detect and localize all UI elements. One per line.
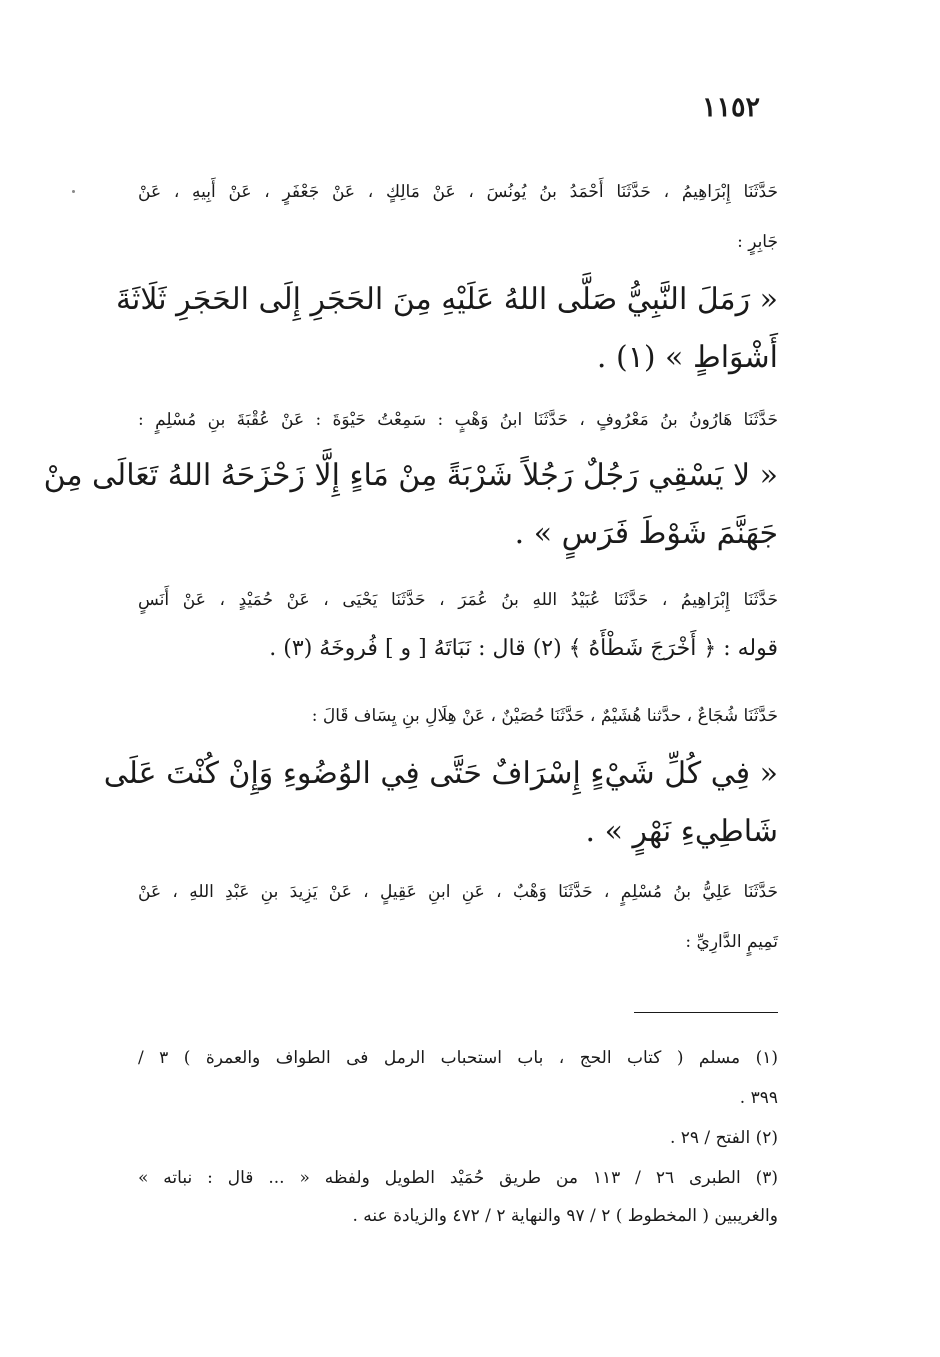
text-line-b3-isnad-1: حَدَّثَنَا إِبْرَاهِيمُ ، حَدَّثَنَا عُبَيْدُ اللهِ بنُ عُمَرَ ، حَدَّثَنَا يَحْيَى ، عَنْ حُمَيْدٍ ، عَنْ أَنَسٍ xyxy=(138,590,778,610)
text-line-b1-matn-1: « رَمَلَ النَّبِيُّ صَلَّى اللهُ عَلَيْهِ مِنَ الحَجَرِ إِلَى الحَجَرِ ثَلَاثَةَ xyxy=(115,282,778,317)
text-line-b1-isnad-2: جَابِرٍ : xyxy=(737,232,778,252)
text-line-b4-matn-2: شَاطِيءِ نَهْرٍ » . xyxy=(585,814,778,849)
text-line-b2-matn-1: « لا يَسْقِي رَجُلٌ رَجُلاً شَرْبَةً مِنْ مَاءٍ إِلَّا زَحْزَحَهُ اللهُ تَعَالَى مِنْ xyxy=(43,458,778,493)
text-line-b1-isnad-1: حَدَّثَنَا إِبْرَاهِيمُ ، حَدَّثَنَا أَحْمَدُ بنُ يُونُسَ ، عَنْ مَالِكٍ ، عَنْ جَعْفَرٍ ، عَنْ أَبِيهِ ، عَنْ xyxy=(138,182,778,202)
text-line-fn2-1: (٢) الفتح / ٢٩ . xyxy=(669,1128,778,1148)
text-line-b1-matn-2: أَشْوَاطٍ » (١) . xyxy=(596,340,778,375)
text-line-b5-isnad-2: تَمِيمٍ الدَّارِيِّ : xyxy=(685,932,778,952)
text-line-fn3-1: (٣) الطبرى ٢٦ / ١١٣ من طريق حُمَيْد الطويل ولفظه « ... قال : نباته » xyxy=(138,1168,778,1188)
text-line-b4-isnad-1: حَدَّثَنَا شُجَاعٌ ، حدَّثنا هُشَيْمٌ ، حَدَّثَنَا حُصَيْنٌ ، عَنْ هِلَالِ بنِ يِسَاف قَالَ : xyxy=(311,706,778,726)
text-line-b5-isnad-1: حَدَّثَنَا عَلِيُّ بنُ مُسْلِمٍ ، حَدَّثَنَا وَهْبٌ ، عَنِ ابنِ عَقِيلٍ ، عَنْ يَزِيدَ بنِ عَبْدِ اللهِ ، عَنْ xyxy=(138,882,778,902)
text-line-b2-matn-2: جَهَنَّمَ شَوْطَ فَرَسٍ » . xyxy=(514,516,778,551)
text-line-b2-isnad-1: حَدَّثَنَا هَارُونُ بنُ مَعْرُوفٍ ، حَدَّثَنَا ابنُ وَهْبٍ : سَمِعْتُ حَيْوَةَ : عَنْ عُقْبَةَ بنِ مُسْلِمٍ : xyxy=(138,410,778,430)
text-line-b3-quote-1: قوله : ﴿ أَخْرَجَ شَطْأَهُ ﴾ (٢) قال : نَبَاتَهُ [ و ] فُروخَهُ (٣) . xyxy=(269,636,778,661)
text-line-fn1-1: (١) مسلم ( كتاب الحج ، باب استحباب الرمل فى الطواف والعمرة ) ٣ / xyxy=(138,1048,778,1068)
text-line-fn1-2: ٣٩٩ . xyxy=(739,1088,778,1108)
text-line-b4-matn-1: « فِي كُلِّ شَيْءٍ إِسْرَافٌ حَتَّى فِي الوُضُوءِ وَإِنْ كُنْتَ عَلَى xyxy=(103,756,778,791)
footnote-separator xyxy=(634,1012,778,1013)
scan-speck xyxy=(72,190,75,193)
text-line-fn3-2: والغريبين ( المخطوط ) ٢ / ٩٧ والنهاية ٢ / ٤٧٢ والزيادة عنه . xyxy=(352,1206,778,1226)
page-number: ١١٥٢ xyxy=(701,92,760,123)
